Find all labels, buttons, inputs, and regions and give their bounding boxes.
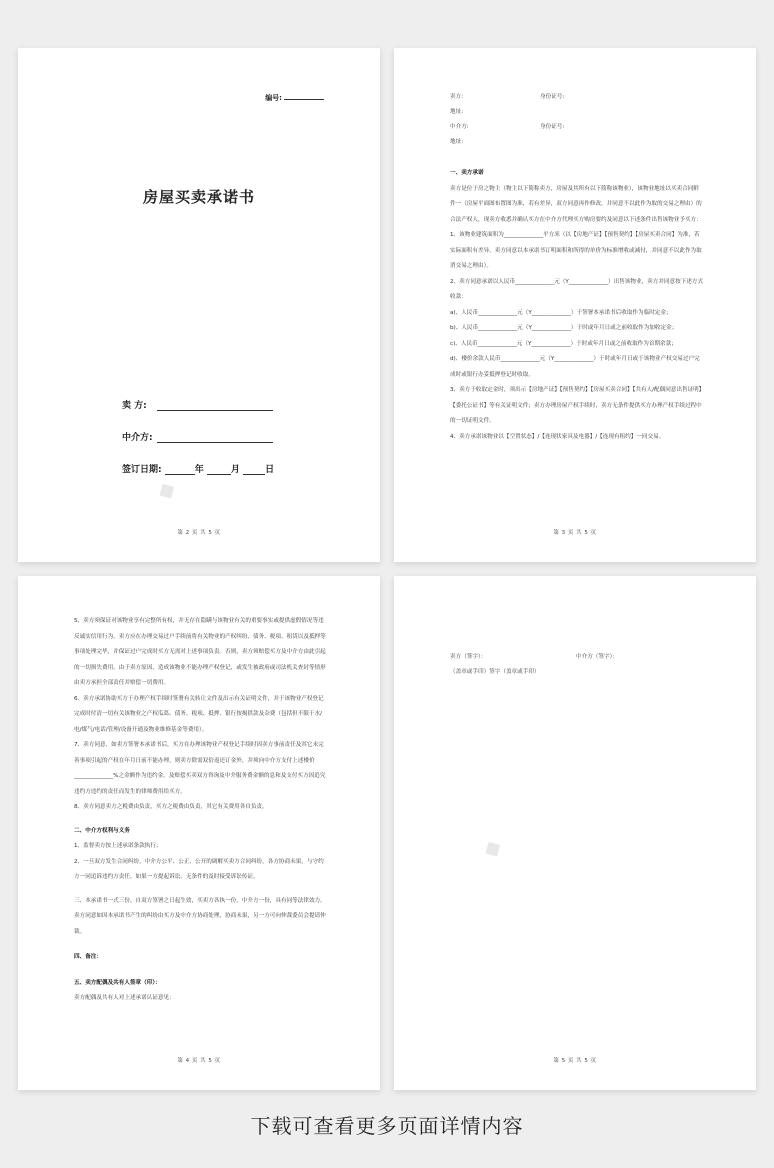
page-number: 第 5 页 共 5 页 (553, 1058, 597, 1064)
signature-block (450, 650, 618, 680)
page3-body (450, 166, 704, 445)
info-cell: 卖方: (450, 94, 464, 100)
seller-signature-label: 卖方（签字）： (450, 654, 487, 660)
paragraph: 卖方是位于房之物主（物主以下简称卖方，房屋及其所有以下简称该物业），该物业地址以买卖合同附件一（房屋平面图布置图为准，若有差异，双方同意再作修改，并同意不以此作为取的交易之理由）的合法产权人，现卖方收悉并确认买方在中介方代理买方购房要约及同意以下述条件出售该物业予买方： (450, 185, 702, 223)
info-cell: 地址: (450, 139, 464, 145)
agent-signature-label: 中介方（签字）： (576, 654, 618, 660)
serial-underline (284, 99, 324, 100)
party-info (450, 90, 564, 150)
section-title: 五、卖方配偶及共有人签章（印）： (74, 979, 161, 986)
watermark: ◆ (152, 475, 181, 506)
paragraph: 5、卖方须保证对该物业享有完整所有权，并无存在隐瞒与该物业有关的重要事实或提供虚假情况等违反诚实信用行为，卖方应在办理交易过户手续前将有关物业的产权纠纷、债务、税项、租赁以及抵押等事项处理完毕，并保证过户完成时买方无需对上述事项负责。否则，卖方须赔偿买方及中介方由此引起的一切损失费用。由于卖方原因，造成该物业不能办理产权登记，或发生被政府或司法机关查封等情形由卖方承担全部责任并赔偿一切费用。 (74, 618, 326, 686)
paragraph: 1、该物业建筑面积为______________平方米（以【房地产证】【预售契约】【房屋买卖合同】为准，若实际面积有差异，卖方同意以本承诺书订明面积和所得的单价为标准增收或减付，并同意不以此作为取消交易之理由）。 (450, 232, 702, 269)
paragraph: 6、卖方承诺协助买方于办理产权手续时签署有关转让文件及出示有关证明文件，并于该物业产权登记完成时付清一切有关该物业之产权瓜葛、债务、税项、抵押、银行按揭供款及杂费（包括但不限于水/电/煤气/电话/管理/设备开通及物业维修基金等费用）。 (74, 695, 324, 733)
seller-field (122, 398, 273, 411)
document-title: 房屋买卖承诺书 (142, 188, 255, 206)
day-underline (243, 464, 265, 475)
serial-number-field (265, 93, 324, 103)
spacer (74, 940, 328, 950)
seller-label: 卖 方: (122, 401, 147, 411)
section-title: 一、卖方承诺 (450, 170, 484, 176)
document-page-2 (18, 48, 380, 562)
info-cell: 身份证号: (540, 124, 565, 130)
paragraph: b)、人民币______________元（Y______________）于时或年月日或之前收取作为加收定金； (450, 325, 678, 331)
info-row (450, 90, 564, 105)
page4-body (74, 614, 328, 1007)
seller-underline (157, 400, 273, 411)
page-number: 第 4 页 共 5 页 (177, 1058, 221, 1064)
seal-label: （盖章或手印）签字（盖章或手印） (450, 669, 540, 675)
paragraph: 三、本承诺书一式三份，自双方签署之日起生效，买卖方各执一份，中介方一份，具有同等法律效力。卖方同意如因本承诺书产生的纠纷由买方及中介方协商处理，协商未果，另一方可向仲裁委员会提请仲裁。 (74, 897, 326, 935)
spacer (74, 966, 328, 976)
year-underline (165, 464, 195, 475)
document-page-3 (394, 48, 756, 562)
seal-row (450, 665, 618, 680)
paragraph: 2、卖方同意承诺以人民币______________元（Y______________）出售该物业，卖方并同意按下述方式收款： (450, 278, 704, 300)
paragraph: 卖方配偶及共有人对上述承诺认证意见： (74, 995, 175, 1001)
paragraph: 4、卖方承诺该物业以【空置状态】/【连现状家具及电器】/【连现有租约】一同交易。 (450, 433, 665, 440)
section-title: 二、中介方权利与义务 (74, 827, 130, 834)
year-label: 年 (194, 465, 204, 475)
paragraph: 7、卖方同意，如卖方签署本承诺书后，买方在办理该物业产权登记手续时因卖方事前责任及其它未完善事项引起的产权在年月日前不能办理，则卖方除需双倍返还订金外，并须向中介方支付上述楼价______________%之金额作为违约金。及赔偿买卖双方咨询及中介服务费金额的息和及支付买方因追究违约方违约的责任而发生的律师费用给买方。 (74, 742, 326, 795)
paragraph: 8、卖方同意卖方之税费由负责，买方之税费由负责，其它有关费用各自负责。 (74, 804, 268, 810)
info-cell: 身份证号: (540, 94, 565, 100)
spacer (74, 816, 328, 824)
info-cell: 地址: (450, 109, 464, 115)
month-label: 月 (230, 465, 240, 475)
document-page-4 (18, 576, 380, 1090)
info-row (450, 120, 564, 135)
download-hint: 下载可查看更多页面详情内容 (250, 1114, 524, 1138)
month-underline (207, 464, 231, 475)
paragraph: c)、人民币______________元（Y______________）于时或年月日或之前收取作为首期余款； (450, 340, 677, 347)
agent-underline (157, 432, 273, 443)
agent-field (122, 430, 273, 443)
list-item: 1、监督卖方按上述承诺条款执行； (74, 843, 162, 849)
signature-row (450, 650, 618, 665)
watermark: ◆ (478, 833, 507, 864)
paragraph: a)、人民币______________元（Y______________）于签署本承诺书后收取作为临时定金； (450, 309, 672, 316)
page-number: 第 3 页 共 5 页 (553, 530, 597, 536)
spacer (74, 886, 328, 894)
info-row (450, 135, 564, 150)
page-number: 第 2 页 共 5 页 (177, 530, 221, 536)
document-page-5 (394, 576, 756, 1090)
list-item: 2、一旦双方发生合同纠纷，中介方公平、公正、公开的调解买卖方合同纠纷，各方协商未果，与守约方一同追诉违约方责任，如果一方提起诉讼，无条件的及时接受诉讼传证。 (74, 858, 324, 880)
serial-label: 编号: (265, 94, 282, 102)
date-label: 签订日期: (122, 465, 162, 475)
day-label: 日 (265, 465, 275, 475)
agent-label: 中介方: (122, 433, 153, 443)
paragraph: 3、卖方于收取定金时，须出示【房地产证】【预售契约】【房屋买卖合同】【共有人/配偶同意出售证明】【委托公证书】等有关证明文件；卖方办理房屋产权手续时，卖方无条件提供买方办理产权手续过程中的一切证明文件。 (450, 387, 702, 424)
sign-date-field (122, 462, 274, 475)
section-title: 四、备注： (74, 954, 102, 960)
paragraph: d)、楼价余款人民币______________元（Y______________）于时或年月日或于该物业产权交易过户完成时或银行办妥抵押登记时收取。 (450, 356, 700, 378)
info-row (450, 105, 564, 120)
info-cell: 中介方: (450, 124, 469, 130)
